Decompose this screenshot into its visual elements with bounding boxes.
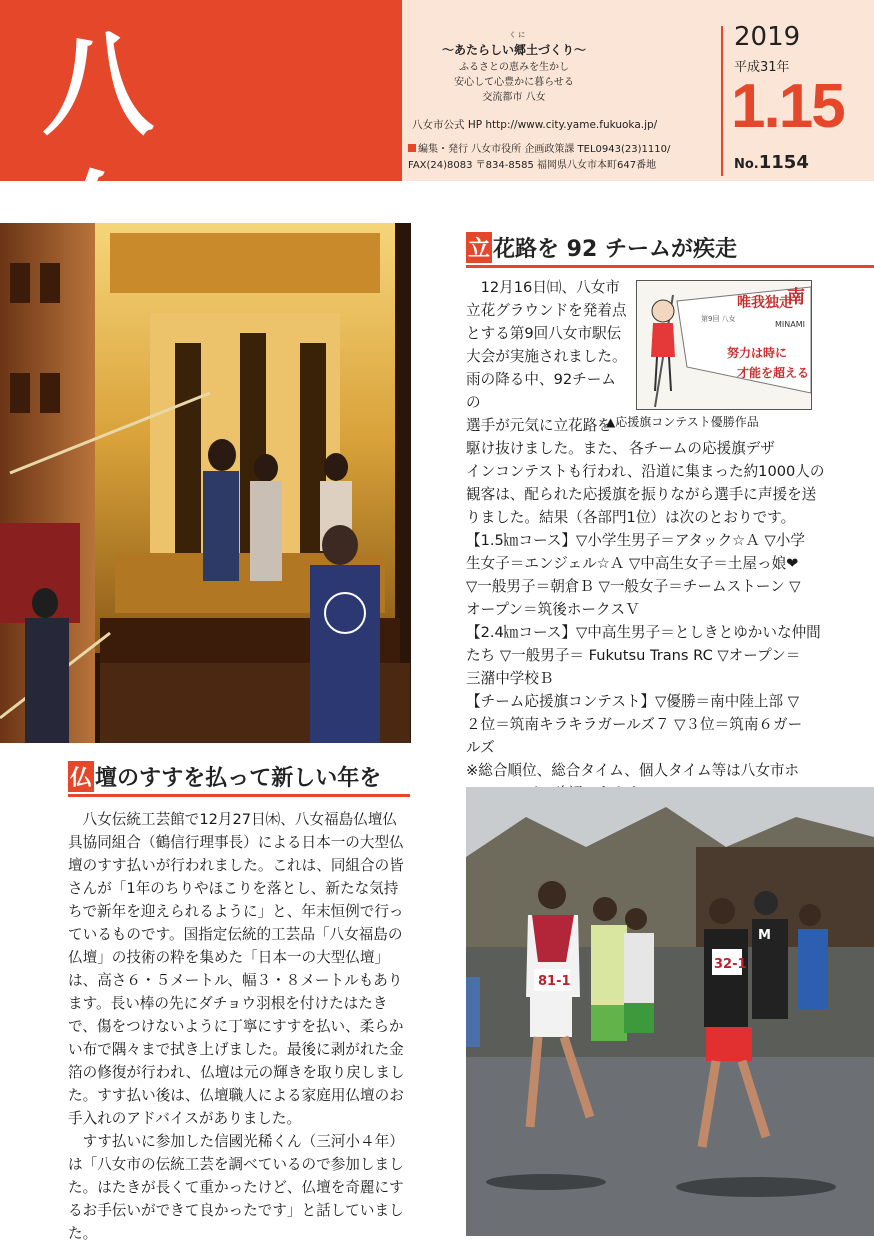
runner-bib-3: M [758, 928, 771, 943]
sub-slogan-line: 安心して心豊かに暮らせる [454, 77, 574, 88]
race-intro [466, 276, 629, 460]
race-line: たち ▽一般男子＝ Fukutsu Trans RC ▽オープン＝ [466, 647, 801, 664]
city-logo: 八 [42, 20, 188, 151]
race-headline-text: 花路を 92 チームが疾走 [493, 237, 737, 262]
butsudan-headline-mark: 仏 [68, 761, 94, 792]
publisher-line-2: FAX(24)8083 〒834-8585 福岡県八女市本町647番地 [408, 160, 657, 171]
butsudan-headline-text: 壇のすすを払って新しい年を [95, 766, 382, 791]
butsudan-headline [68, 761, 381, 792]
issue-value: 1154 [758, 152, 809, 173]
race-line: 大会が実施されました。 [466, 348, 627, 365]
flag-school-mark: 南 [787, 287, 805, 308]
sub-slogan-line: ふるさとの恵みを生かし [459, 62, 569, 73]
race-line: 【チーム応援旗コンテスト】▽優勝＝南中陸上部 ▽ [466, 693, 799, 710]
masthead [0, 0, 874, 181]
ekiden-runners-photo [466, 787, 874, 1236]
flag-event-name: 第9回 八女 [701, 315, 736, 323]
issue-number [734, 152, 809, 173]
butsudan-article [68, 808, 410, 1245]
race-line: 選手が元気に立花路を [466, 417, 612, 434]
race-line: とする第9回八女市駅伝 [466, 325, 622, 342]
flag-school-name: MINAMI [775, 320, 805, 329]
runner-bib-1: 81-1 [538, 974, 571, 989]
runner-bib-2: 32-1 [714, 957, 747, 972]
race-line: 雨の降る中、92チームの [466, 371, 616, 411]
header-divider [721, 26, 723, 176]
flag-contest-winner-image [636, 280, 812, 410]
sub-slogan [424, 60, 604, 105]
issue-era: 平成31年 [734, 60, 790, 75]
race-results [466, 437, 874, 805]
butsudan-paragraph: すす払いに参加した信國光稀くん（三河小４年）は「八女市の伝統工芸を調べているので参加しました。はたきが長くて重かったけど、仏壇を奇麗にするお手伝いができて良かったです」と話していました。 [68, 1133, 404, 1242]
race-headline-mark: 立 [466, 232, 492, 263]
race-line: ※総合順位、総合タイム、個人タイム等は八女市ホ [466, 762, 800, 779]
race-line: 各チームの応援旗デザ [629, 440, 775, 457]
race-line: 生女子＝エンジェル☆Ａ ▽中高生女子＝土屋っ娘❤ [466, 555, 799, 572]
race-line: 三潴中学校Ｂ [466, 670, 554, 687]
race-line: 駆け抜けました。また、 [466, 440, 627, 457]
homepage-url[interactable]: 八女市公式 HP http://www.city.yame.fukuoka.jp/ [412, 119, 658, 131]
publisher-info [408, 142, 670, 158]
butsudan-headline-rule [68, 794, 410, 797]
race-line: ▽一般男子＝朝倉Ｂ ▽一般女子＝チームストーン ▽ [466, 578, 801, 595]
flag-slogan-text: 唯我独走 [737, 295, 793, 311]
flag-motto-line1: 努力は時に [727, 346, 788, 360]
issue-date: 1.15 [731, 72, 844, 141]
race-line: インコンテストも行われ、沿道に集まった約1000人の [466, 463, 825, 480]
race-line: ２位＝筑南キラキラガールズ７ ▽３位＝筑南６ガー [466, 716, 803, 733]
slogan-ruby: く に [509, 31, 526, 39]
race-line: りました。結果（各部門1位）は次のとおりです。 [466, 509, 796, 526]
slogan: 〜あたらしい郷土づくり〜 [441, 43, 586, 57]
flag-caption: ▲応援旗コンテスト優勝作品 [606, 415, 759, 429]
race-line: ルズ [466, 739, 495, 756]
race-headline [466, 232, 737, 263]
race-line: 【1.5㎞コース】▽小学生男子＝アタック☆Ａ ▽小学 [466, 532, 805, 549]
issue-prefix: No. [734, 157, 759, 172]
flag-motto-line2: 才能を超える [737, 366, 810, 380]
race-line: オープン＝筑後ホークスＶ [466, 601, 640, 618]
issue-year: 2019 [734, 22, 801, 52]
logo-banner [0, 0, 402, 181]
race-line: 【2.4㎞コース】▽中高生男子＝としきとゆかいな仲間 [466, 624, 821, 641]
race-line: 立花グラウンドを発着点 [466, 302, 627, 319]
sub-slogan-line: 交流都市 八女 [482, 92, 546, 103]
butsudan-paragraph: 八女伝統工芸館で12月27日㈭、八女福島仏壇仏具協同組合（鶴信行理事長）による日本一の大型仏壇のすす払いが行われました。これは、同組合の皆さんが「1年のちりやほこりを落とし、新たな気持ちで新年を迎えられるように」と、年末恒例で行っているものです。国指定伝統的工芸品「八女福島の仏壇」の技術の粋を集めた「日本一の大型仏壇」は、高さ６・５メートル、幅３・８メートルもあります。長い棒の先にダチョウ羽根を付けたはたきで、傷をつけないように丁寧にすすを払い、柔らかい布で隅々まで拭き上げました。最後に剥がれた金箔の修復が行われ、仏壇は元の輝きを取り戻しました。すす払い後は、仏壇職人による家庭用仏壇のお手入れのアドバイスがありました。 [68, 811, 405, 1127]
publisher-line-1: 編集・発行 八女市役所 企画政策課 TEL0943(23)1110/ [418, 144, 671, 155]
race-headline-rule [466, 265, 874, 268]
butsudan-cleaning-photo [0, 223, 411, 743]
square-bullet-icon [408, 144, 416, 152]
race-line: 観客は、配られた応援旗を振りながら選手に声援を送 [466, 486, 817, 503]
race-line: 12月16日㈰、八女市 [480, 279, 620, 296]
